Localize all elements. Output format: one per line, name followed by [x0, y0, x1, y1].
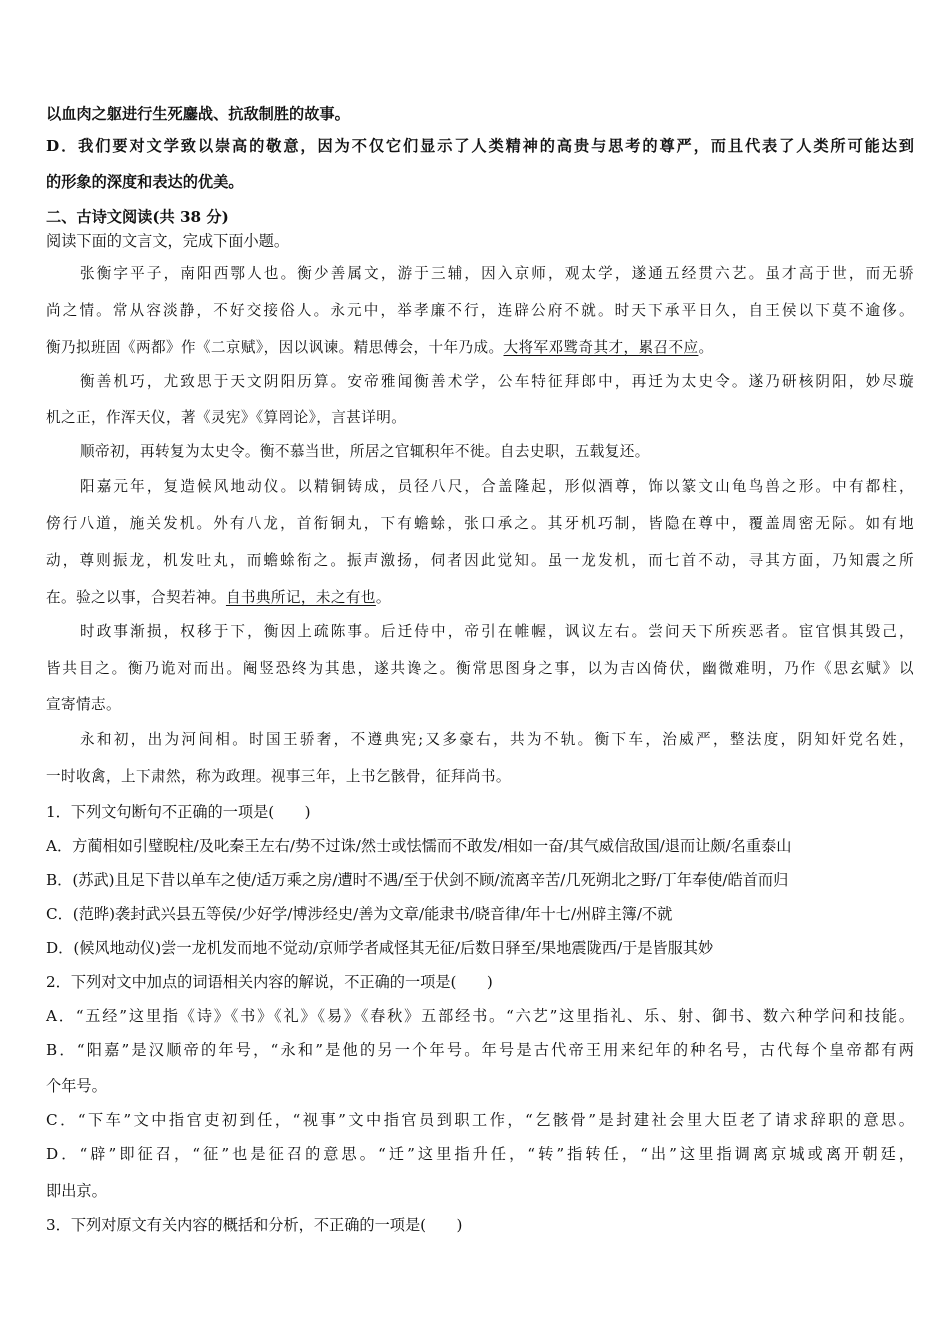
passage-p5-line3: 宣寄情志。: [46, 696, 121, 713]
question-1-stem: 1．下列文句断句不正确的一项是( ): [46, 803, 311, 821]
passage-p3-line1: 顺帝初，再转复为太史令。衡不慕当世，所居之官辄积年不徙。自去史职，五载复还。: [80, 443, 650, 460]
prev-option-d-line1: D．我们要对文学致以崇高的敬意，因为不仅它们显示了人类精神的高贵与思考的尊严，而且代表了人类所可能达到: [46, 137, 914, 155]
prev-option-d-line2: 的形象的深度和表达的优美。: [46, 173, 244, 191]
question-2-option-d-line2: 即出京。: [46, 1182, 107, 1200]
passage-p5-line1: 时政事渐损，权移于下，衡因上疏陈事。后迁侍中，帝引在帷幄，讽议左右。尝问天下所疾恶者。宦官惧其毁己，: [80, 623, 914, 640]
passage-p4-line3: 动，尊则振龙，机发吐丸，而蟾蜍衔之。振声激扬，伺者因此觉知。虽一龙发机，而七首不动，寻其方面，乃知震之所: [46, 552, 914, 569]
passage-p5-line2: 皆共目之。衡乃诡对而出。阉竖恐终为其患，遂共谗之。衡常思图身之事，以为吉凶倚伏，幽微难明，乃作《思玄赋》以: [46, 660, 914, 677]
question-1-option-c: C．(范晔)袭封武兴县五等侯/少好学/博涉经史/善为文章/能隶书/晓音律/年十七/州辟主簿/不就: [46, 905, 673, 923]
passage-p6-line1: 永和初，出为河间相。时国王骄奢，不遵典宪;又多豪右，共为不轨。衡下车，治威严，整法度，阴知奸党名姓，: [80, 731, 914, 748]
question-2-option-d-line1: D．“辟”即征召，“征”也是征召的意思。“迁”这里指升任，“转”指转任，“出”这里指调离京城或离开朝廷，: [46, 1145, 914, 1163]
passage-text: 。: [698, 339, 714, 356]
question-1-option-a: A．方蔺相如引璧睨柱/及叱秦王左右/势不过诛/然士或怯懦而不敢发/相如一奋/其气威信敌国/退而让颇/名重泰山: [46, 837, 792, 855]
passage-p1-line1: 张衡字平子，南阳西鄂人也。衡少善属文，游于三辅，因入京师，观太学，遂通五经贯六艺。虽才高于世，而无骄: [80, 265, 914, 282]
question-2-option-c: C．“下车”文中指官吏初到任，“视事”文中指官员到职工作，“乞骸骨”是封建社会里大臣老了请求辞职的意思。: [46, 1111, 914, 1129]
passage-p6-line2: 一时收禽，上下肃然，称为政理。视事三年，上书乞骸骨，征拜尚书。: [46, 768, 511, 785]
question-2-option-b-line2: 个年号。: [46, 1077, 107, 1095]
section-heading: 二、古诗文阅读(共 38 分): [46, 208, 229, 226]
question-3-stem: 3．下列对原文有关内容的概括和分析，不正确的一项是( ): [46, 1216, 463, 1234]
passage-p4-line4: [46, 588, 391, 608]
passage-p4-line2: 傍行八道，施关发机。外有八龙，首衔铜丸，下有蟾蜍，张口承之。其牙机巧制，皆隐在尊中，覆盖周密无际。如有地: [46, 515, 914, 532]
passage-p2-line1: 衡善机巧，尤致思于天文阴阳历算。安帝雅闻衡善术学，公车特征拜郎中，再迁为太史令。遂乃研核阴阳，妙尽璇: [80, 373, 914, 390]
passage-p4-line1: 阳嘉元年，复造候风地动仪。以精铜铸成，员径八尺，合盖隆起，形似酒尊，饰以篆文山龟鸟兽之形。中有都柱，: [80, 478, 914, 495]
underlined-sentence-1: 大将军邓骘奇其才，累召不应: [503, 339, 699, 356]
passage-p1-line3: [46, 338, 713, 358]
prev-option-c-end: 以血肉之躯进行生死鏖战、抗敌制胜的故事。: [46, 105, 350, 123]
passage-text: 在。验之以事，合契若神。: [46, 589, 226, 606]
question-1-option-d: D．(候风地动仪)尝一龙机发而地不觉动/京师学者咸怪其无征/后数日驿至/果地震陇西/于是皆服其妙: [46, 939, 714, 957]
underlined-sentence-2: 自书典所记，未之有也: [225, 589, 376, 606]
passage-p2-line2: 机之正，作浑天仪，著《灵宪》《算罔论》，言甚详明。: [46, 409, 407, 426]
question-2-stem: 2．下列对文中加点的词语相关内容的解说，不正确的一项是( ): [46, 973, 493, 991]
section-instruction: 阅读下面的文言文，完成下面小题。: [46, 232, 289, 250]
passage-text: 衡乃拟班固《两都》作《二京赋》，因以讽谏。精思傅会，十年乃成。: [46, 339, 504, 356]
passage-p1-line2: 尚之情。常从容淡静，不好交接俗人。永元中，举孝廉不行，连辟公府不就。时天下承平日久，自王侯以下莫不逾侈。: [46, 302, 914, 319]
question-2-option-a: A．“五经”这里指《诗》《书》《礼》《易》《春秋》五部经书。“六艺”这里指礼、乐、射、御书、数六种学问和技能。: [46, 1007, 914, 1025]
question-2-option-b-line1: B．“阳嘉”是汉顺帝的年号，“永和”是他的另一个年号。年号是古代帝王用来纪年的种名号，古代每个皇帝都有两: [46, 1041, 914, 1059]
passage-text: 。: [375, 589, 391, 606]
question-1-option-b: B．(苏武)且足下昔以单车之使/适万乘之房/遭时不遇/至于伏剑不顾/流离辛苦/几死朔北之野/丁年奉使/皓首而归: [46, 871, 789, 889]
